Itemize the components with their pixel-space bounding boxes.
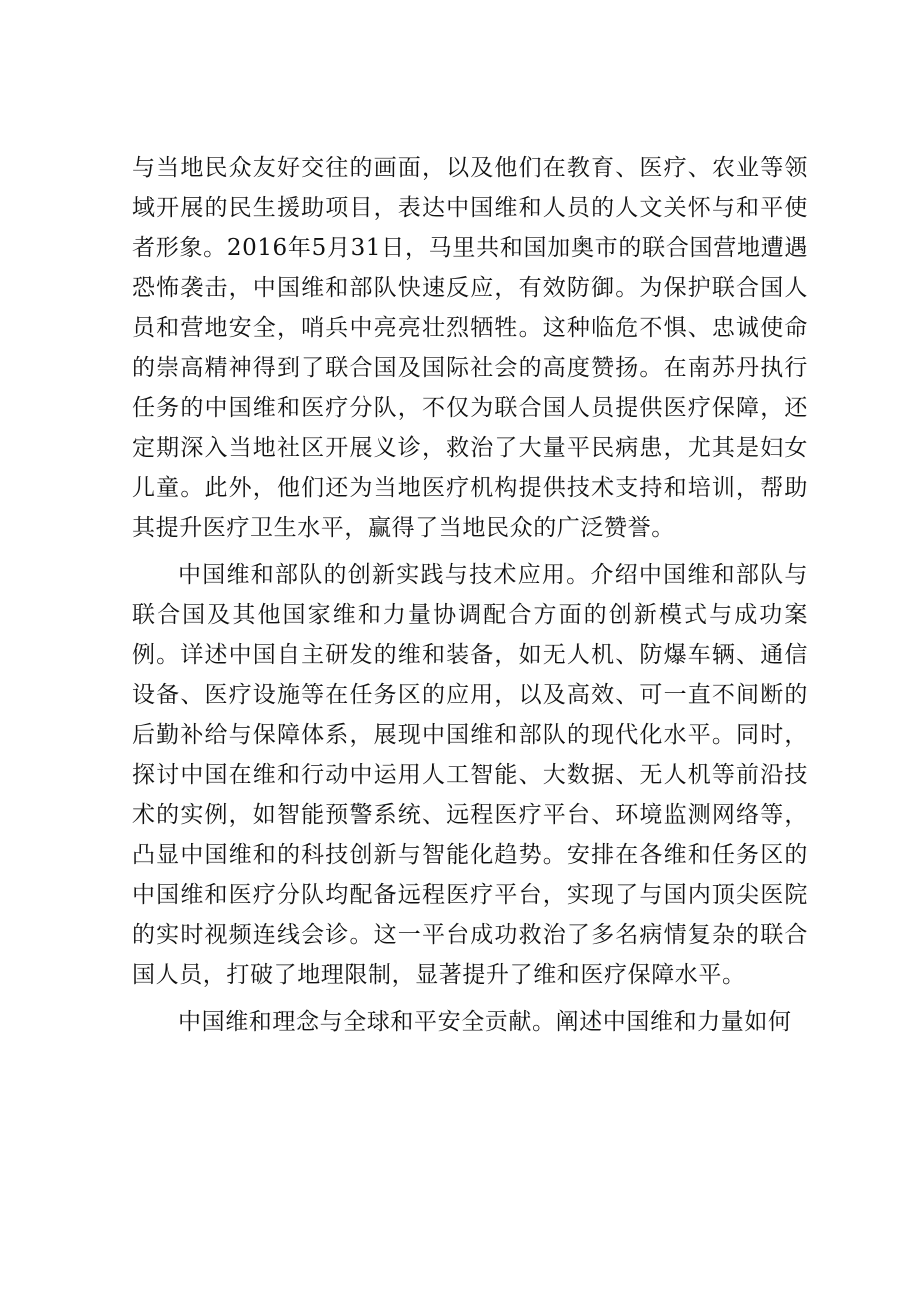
document-body [132,148,808,1042]
paragraph-continuation: 与当地民众友好交往的画面，以及他们在教育、医疗、农业等领域开展的民生援助项目，表达中国维和人员的人文关怀与和平使者形象。2016年5月31日，马里共和国加奥市的联合国营地遭遇恐怖袭击，中国维和部队快速反应，有效防御。为保护联合国人员和营地安全，哨兵中亮亮壮烈牺牲。这种临危不惧、忠诚使命的崇高精神得到了联合国及国际社会的高度赞扬。在南苏丹执行任务的中国维和医疗分队，不仅为联合国人员提供医疗保障，还定期深入当地社区开展义诊，救治了大量平民病患，尤其是妇女儿童。此外，他们还为当地医疗机构提供技术支持和培训，帮助其提升医疗卫生水平，赢得了当地民众的广泛赞誉。 [132,155,808,541]
paragraph-innovation: 中国维和部队的创新实践与技术应用。介绍中国维和部队与联合国及其他国家维和力量协调配合方面的创新模式与成功案例。详述中国自主研发的维和装备，如无人机、防爆车辆、通信设备、医疗设施等在任务区的应用，以及高效、可一直不间断的后勤补给与保障体系，展现中国维和部队的现代化水平。同时，探讨中国在维和行动中运用人工智能、大数据、无人机等前沿技术的实例，如智能预警系统、远程医疗平台、环境监测网络等，凸显中国维和的科技创新与智能化趋势。安排在各维和任务区的中国维和医疗分队均配备远程医疗平台，实现了与国内顶尖医院的实时视频连线会诊。这一平台成功救治了多名病情复杂的联合国人员，打破了地理限制，显著提升了维和医疗保障水平。 [132,562,808,988]
paragraph-philosophy: 中国维和理念与全球和平安全贡献。阐述中国维和力量如何 [178,1009,792,1035]
